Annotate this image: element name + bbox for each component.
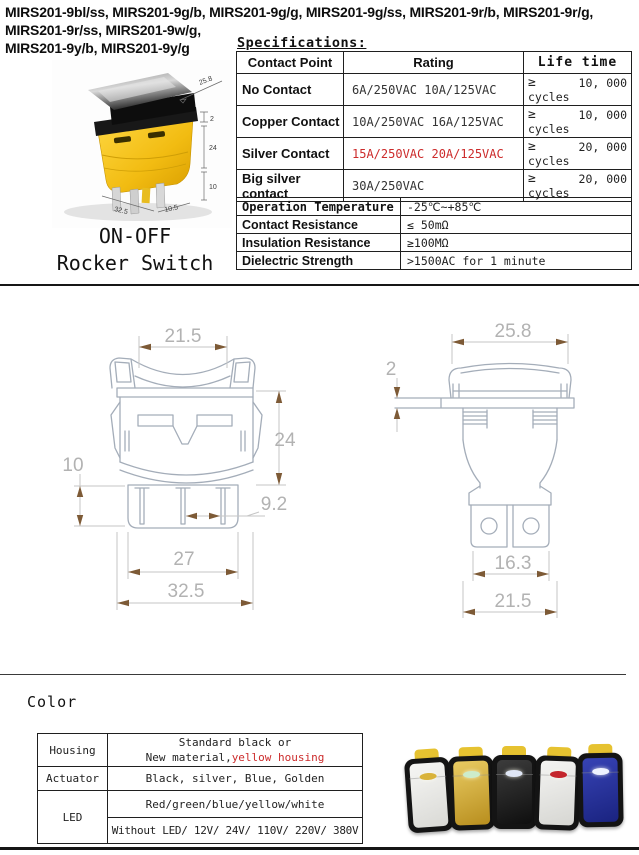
gte-symbol: ≥ — [528, 139, 536, 154]
led-colors-value: Red/green/blue/yellow/white — [108, 791, 363, 818]
header-rating: Rating — [344, 52, 524, 74]
led-indicator — [506, 770, 523, 777]
title-line-3: MIRS201-9y/b, MIRS201-9y/g — [5, 40, 190, 56]
contact-lifetime — [524, 138, 632, 170]
led-voltages-value: Without LED/ 12V/ 24V/ 110V/ 220V/ 380V — [108, 818, 363, 844]
title-line-2: MIRS201-9r/ss, MIRS201-9w/g, — [5, 22, 201, 38]
side-view-drawing — [383, 298, 608, 638]
photo-dim-base-width: 32.5 — [113, 206, 129, 217]
color-variants-photo — [394, 722, 636, 832]
color-section-heading: Color — [27, 693, 78, 711]
switch-bezel — [577, 753, 623, 828]
photo-dim-cap-lip: 2 — [210, 116, 214, 123]
param-label: Operation Temperature — [237, 198, 401, 216]
section-divider — [0, 674, 626, 675]
param-label: Dielectric Strength — [237, 252, 401, 270]
parameters-table — [236, 197, 632, 270]
lifetime-unit: cycles — [528, 90, 570, 104]
color-options-table — [37, 733, 363, 844]
dim-pin-length: 10 — [62, 455, 84, 476]
side-view-part-outline — [395, 364, 574, 548]
dim-terminal-span: 16.3 — [494, 553, 532, 574]
dim-top-width: 21.5 — [164, 326, 202, 347]
contact-name: Silver Contact — [237, 138, 344, 170]
contact-name: Big silver contact — [237, 170, 344, 202]
dim-cap-width: 25.8 — [494, 321, 532, 342]
param-value: >1500AC for 1 minute — [401, 252, 632, 270]
front-view-part-outline — [110, 358, 262, 528]
dim-cap-lip: 2 — [385, 359, 397, 380]
param-value: ≥100MΩ — [401, 234, 632, 252]
photo-dim-base-depth: 10.5 — [163, 204, 179, 214]
switch-swatch-blue-white — [577, 743, 623, 830]
header-contact-point: Contact Point — [237, 52, 344, 74]
lifetime-value: 20, 000 — [578, 171, 627, 186]
actuator-value: Black, silver, Blue, Golden — [108, 767, 363, 791]
table-row — [38, 767, 363, 791]
led-label: LED — [38, 791, 108, 844]
lifetime-value: 10, 000 — [578, 107, 627, 122]
table-row — [38, 734, 363, 767]
header-life-time: Life time — [524, 52, 632, 74]
dim-body-width: 21.5 — [494, 591, 532, 612]
dim-base-width: 27 — [173, 549, 195, 570]
param-value: -25℃~+85℃ — [401, 198, 632, 216]
product-caption-onoff: ON-OFF — [98, 224, 172, 248]
contact-rating-highlighted: 15A/250VAC 20A/125VAC — [344, 138, 524, 170]
housing-value — [108, 734, 363, 767]
contact-lifetime — [524, 106, 632, 138]
actuator-label: Actuator — [38, 767, 108, 791]
gte-symbol: ≥ — [528, 75, 536, 90]
section-divider — [0, 284, 639, 286]
table-row — [237, 216, 632, 234]
title-line-1: MIRS201-9bl/ss, MIRS201-9g/b, MIRS201-9g/g, MIRS201-9g/ss, MIRS201-9r/b, MIRS201-9r/g, — [5, 4, 594, 20]
led-indicator — [591, 768, 608, 775]
photo-dim-cap-width: 25.8 — [198, 75, 214, 87]
switch-bezel — [492, 755, 537, 829]
table-row — [237, 138, 632, 170]
housing-label: Housing — [38, 734, 108, 767]
housing-yellow-highlight: yellow housing — [231, 751, 325, 764]
param-label: Insulation Resistance — [237, 234, 401, 252]
contact-rating: 10A/250VAC 16A/125VAC — [344, 106, 524, 138]
table-row — [237, 106, 632, 138]
dim-pin-pitch: 9.2 — [260, 494, 288, 515]
gte-symbol: ≥ — [528, 171, 536, 186]
contact-name: Copper Contact — [237, 106, 344, 138]
contact-rating: 6A/250VAC 10A/125VAC — [344, 74, 524, 106]
switch-bezel — [403, 757, 453, 834]
gte-symbol: ≥ — [528, 107, 536, 122]
switch-swatch-black-white — [492, 745, 537, 831]
switch-bezel — [533, 755, 581, 831]
product-photo — [52, 60, 232, 228]
param-label: Contact Resistance — [237, 216, 401, 234]
switch-bezel — [447, 755, 495, 831]
lifetime-unit: cycles — [528, 186, 570, 200]
table-row — [237, 198, 632, 216]
housing-value-line2 — [108, 750, 362, 765]
lifetime-value: 20, 000 — [578, 139, 627, 154]
switch-swatch-white-red — [533, 745, 581, 833]
contact-rating: 30A/250VAC — [344, 170, 524, 202]
photo-dim-body-height: 24 — [209, 145, 217, 152]
switch-swatch-gold-green — [447, 745, 495, 833]
housing-new-material: New material, — [145, 751, 232, 764]
switch-swatch-white-yellow — [403, 747, 454, 836]
lifetime-unit: cycles — [528, 122, 570, 136]
contact-rating-table — [236, 51, 632, 202]
dim-flange-width: 32.5 — [167, 581, 205, 602]
table-row — [237, 252, 632, 270]
switch-face — [409, 762, 448, 828]
contact-name: No Contact — [237, 74, 344, 106]
param-value: ≤ 50mΩ — [401, 216, 632, 234]
dim-height: 24 — [274, 430, 296, 451]
page-bottom-border — [0, 847, 639, 850]
lifetime-value: 10, 000 — [578, 75, 627, 90]
front-view-drawing — [55, 298, 325, 638]
rocker-switch-photo — [52, 60, 232, 228]
lifetime-unit: cycles — [528, 154, 570, 168]
photo-dim-pin-length: 10 — [209, 184, 217, 191]
specifications-heading: Specifications: — [237, 35, 367, 51]
product-caption-type: Rocker Switch — [56, 251, 214, 275]
contact-lifetime — [524, 74, 632, 106]
front-view-dimensions — [62, 326, 296, 610]
table-row — [237, 234, 632, 252]
housing-value-line1: Standard black or — [178, 736, 292, 749]
table-header-row — [237, 52, 632, 74]
table-row — [237, 74, 632, 106]
table-row — [38, 791, 363, 818]
